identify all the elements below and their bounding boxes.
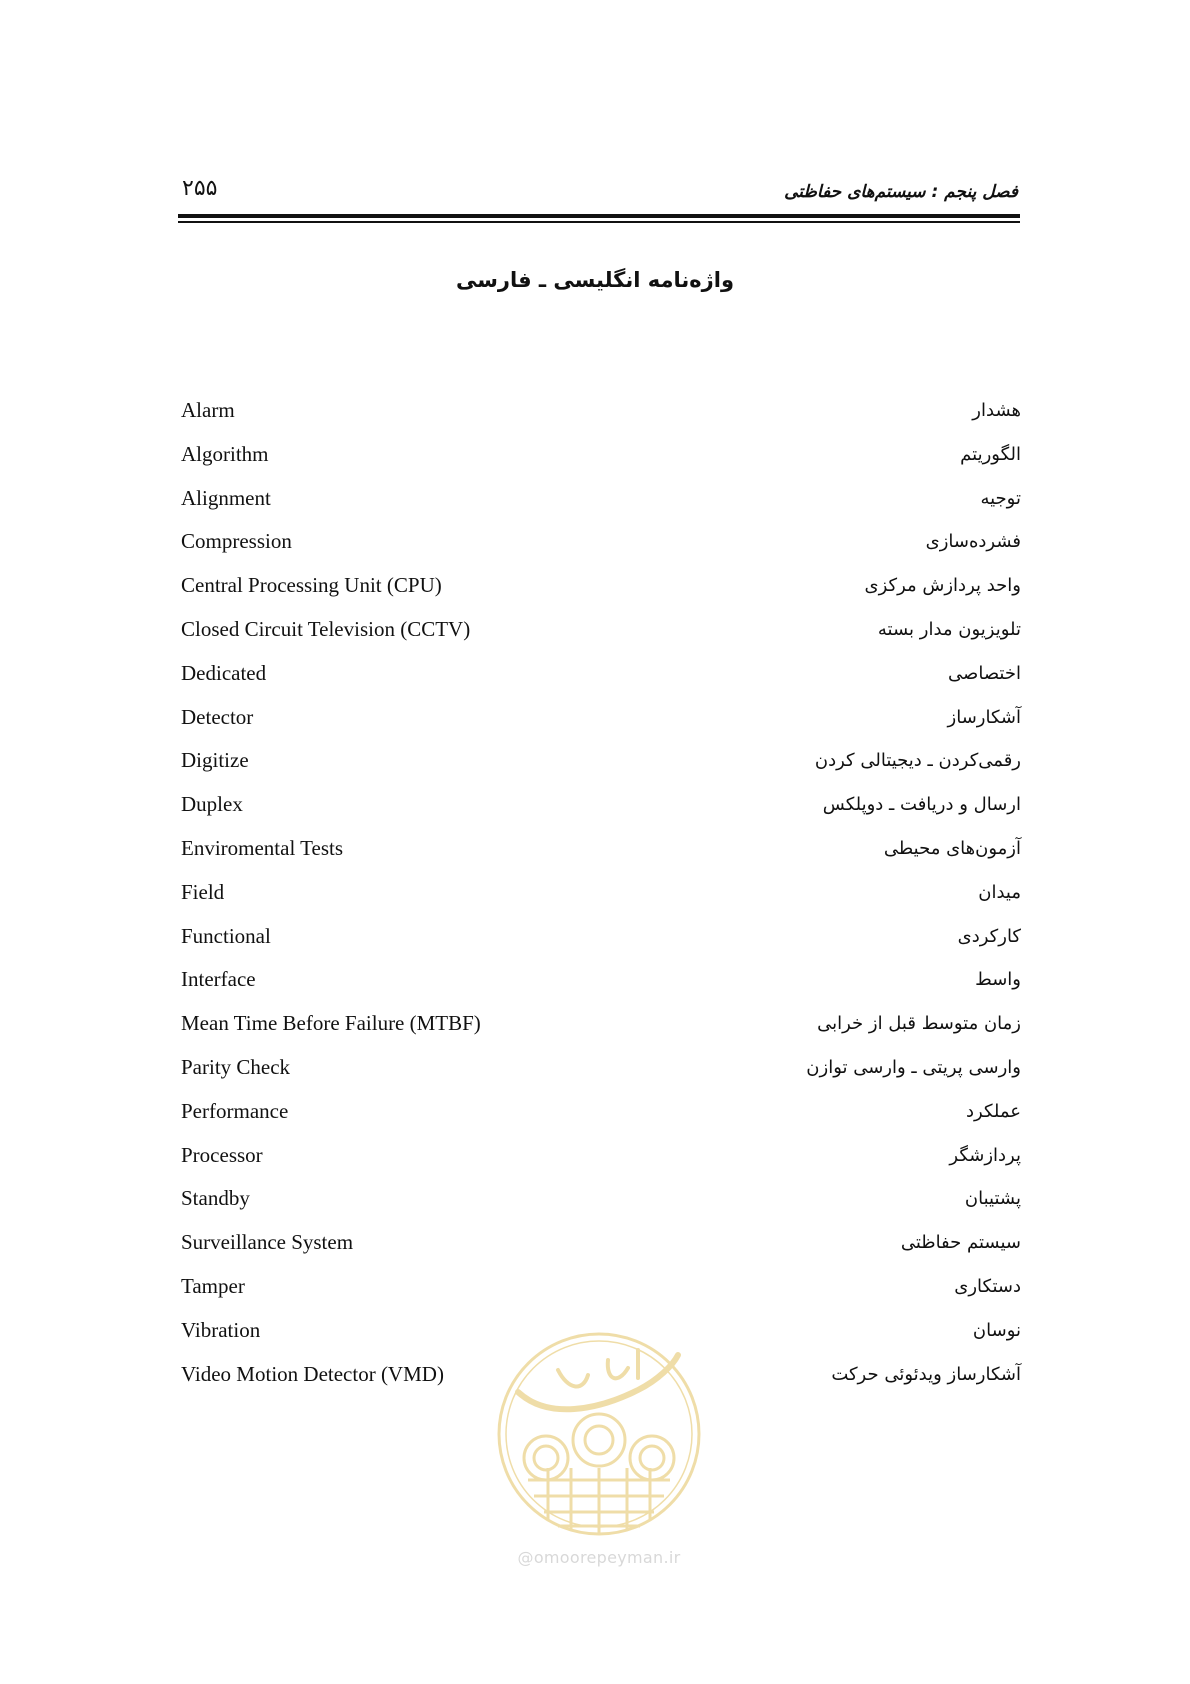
- glossary-row: [181, 573, 1021, 617]
- term-persian: ارسال و دریافت ـ دوپلکس: [822, 794, 1021, 816]
- term-english: Processor: [181, 1142, 263, 1167]
- glossary-row: [181, 1099, 1021, 1143]
- glossary-row: [181, 398, 1021, 442]
- glossary-list: [181, 398, 1021, 1405]
- glossary-title: واژه‌نامه انگلیسی ـ فارسی: [455, 268, 735, 292]
- term-persian: وارسی پریتی ـ وارسی توازن: [806, 1056, 1021, 1078]
- term-persian: هشدار: [972, 400, 1021, 421]
- term-english: Enviromental Tests: [181, 835, 344, 860]
- term-persian: پردازشگر: [949, 1144, 1021, 1166]
- glossary-row: [181, 661, 1021, 705]
- term-persian: آشکارساز: [947, 706, 1021, 728]
- page-header: [178, 168, 1020, 228]
- term-english: Functional: [181, 923, 271, 948]
- glossary-row: [181, 748, 1021, 792]
- glossary-row: [181, 617, 1021, 661]
- term-persian: اختصاصی: [948, 662, 1021, 684]
- term-persian: دستکاری: [954, 1275, 1021, 1297]
- running-title: فصل پنجم : سیستم‌های حفاظتی: [784, 182, 1018, 202]
- glossary-row: [181, 1274, 1021, 1318]
- term-persian: کارکردی: [957, 925, 1021, 947]
- term-persian: واحد پردازش مرکزی: [864, 575, 1021, 597]
- term-persian: عملکرد: [966, 1100, 1021, 1122]
- term-persian: نوسان: [972, 1319, 1021, 1341]
- glossary-row: [181, 1143, 1021, 1187]
- glossary-row: [181, 705, 1021, 749]
- watermark: [488, 1330, 710, 1590]
- term-persian: توجیه: [980, 487, 1021, 509]
- glossary-row: [181, 1186, 1021, 1230]
- term-english: Video Motion Detector (VMD): [181, 1361, 444, 1386]
- watermark-logo-icon: [488, 1330, 710, 1545]
- term-english: Duplex: [181, 792, 243, 817]
- glossary-row: [181, 442, 1021, 486]
- term-english: Central Processing Unit (CPU): [181, 573, 442, 598]
- term-english: Standby: [181, 1186, 250, 1211]
- term-persian: فشرده‌سازی: [925, 531, 1021, 553]
- term-persian: میدان: [978, 881, 1021, 903]
- glossary-row: [181, 529, 1021, 573]
- watermark-url: @omoorepeyman.ir: [517, 1548, 681, 1567]
- term-english: Alignment: [181, 485, 271, 510]
- glossary-row: [181, 486, 1021, 530]
- header-rule-thin: [178, 221, 1020, 223]
- term-persian: تلویزیون مدار بسته: [877, 618, 1021, 640]
- term-english: Interface: [181, 967, 256, 992]
- term-persian: آزمون‌های محیطی: [883, 837, 1021, 859]
- term-english: Digitize: [181, 748, 249, 773]
- glossary-row: [181, 924, 1021, 968]
- glossary-row: [181, 792, 1021, 836]
- glossary-row: [181, 880, 1021, 924]
- term-english: Surveillance System: [181, 1230, 354, 1255]
- page-number: ۲۵۵: [182, 176, 218, 201]
- term-english: Mean Time Before Failure (MTBF): [181, 1011, 481, 1036]
- glossary-row: [181, 1055, 1021, 1099]
- header-rule-thick: [178, 214, 1020, 218]
- term-persian: پشتیبان: [964, 1188, 1021, 1210]
- term-persian: زمان متوسط قبل از خرابی: [817, 1013, 1021, 1035]
- term-persian: رقمی‌کردن ـ دیجیتالی کردن: [814, 750, 1021, 772]
- glossary-row: [181, 1230, 1021, 1274]
- term-english: Closed Circuit Television (CCTV): [181, 616, 471, 641]
- term-english: Tamper: [181, 1273, 245, 1298]
- glossary-row: [181, 967, 1021, 1011]
- term-persian: واسط: [975, 969, 1021, 991]
- term-english: Detector: [181, 704, 254, 729]
- term-english: Alarm: [181, 398, 235, 422]
- term-english: Dedicated: [181, 660, 267, 685]
- term-english: Compression: [181, 529, 292, 554]
- glossary-row: [181, 836, 1021, 880]
- term-persian: آشکارساز ویدئوئی حرکت: [831, 1363, 1021, 1385]
- term-english: Parity Check: [181, 1054, 291, 1079]
- term-persian: سیستم حفاظتی: [900, 1232, 1021, 1254]
- term-english: Algorithm: [181, 441, 269, 466]
- term-persian: الگوریتم: [960, 443, 1021, 465]
- term-english: Vibration: [181, 1317, 261, 1342]
- glossary-row: [181, 1011, 1021, 1055]
- term-english: Field: [181, 879, 225, 904]
- term-english: Performance: [181, 1098, 289, 1123]
